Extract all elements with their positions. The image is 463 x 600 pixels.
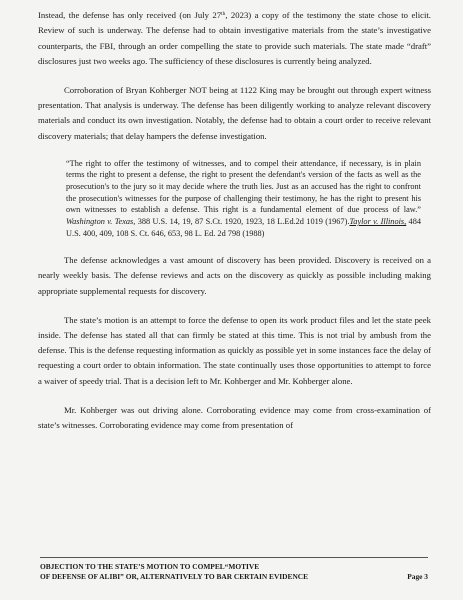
paragraph-1 bbox=[38, 8, 431, 69]
citation-taylor: 484 U.S. 400, 409, 108 S. Ct. 646, 653, 98 L. Ed. 2d 798 (1988) bbox=[66, 217, 422, 238]
block-quote bbox=[66, 158, 421, 240]
paragraph-3: The defense acknowledges a vast amount of discovery has been provided. Discovery is received on a nearly weekly basis. The defense reviews and acts on the discovery as quickly as possible including making appropriate supplemental requests for discovery. bbox=[38, 255, 431, 296]
paragraph-1-text-b: , 2023) a copy of the testimony the state chose to elicit. Review of such is underway. The defense had to obtain investigative materials from the state’s investigative counterparts, the FBI, through an order compelling the state to provide such materials. The state made “draft” disclosures just two weeks ago. The sufficiency of these disclosures is currently being analyzed. bbox=[38, 10, 431, 66]
paragraph-1-text-a: Instead, the defense has only received (on July 27 bbox=[38, 10, 222, 20]
paragraph-5: Mr. Kohberger was out driving alone. Corroborating evidence may come from cross-examination of state’s witnesses. Corroborating evidence may come from presentation of bbox=[38, 404, 431, 430]
footer-title-line-2: OF DEFENSE OF ALIBI” OR, ALTERNATIVELY TO BAR CERTAIN EVIDENCE bbox=[40, 572, 309, 581]
paragraph-2: Corroboration of Bryan Kohberger NOT being at 1122 King may be brought out through expert witness presentation. That analysis is underway. The defense has been diligently working to analyze relevant discovery materials and conduct its own investigation. Notably, the defense had to obtain a court order to receive relevant discovery materials; that delay hampers the defense investigation. bbox=[38, 84, 431, 141]
page-footer bbox=[40, 557, 428, 582]
case-name-washington: Washington v. Texas, bbox=[66, 217, 136, 227]
document-body bbox=[38, 8, 431, 447]
ordinal-superscript: th bbox=[221, 11, 226, 17]
footer-title-line-1: OBJECTION TO THE STATE’S MOTION TO COMPEL“MOTIVE bbox=[40, 562, 260, 571]
paragraph-4: The state’s motion is an attempt to force the defense to open its work product files and let the state peek inside. The defense has stated all that can firmly be stated at this time. This is not trial by ambush from the defense. This is the defense requesting information as quickly as possible yet in some instances face the delay of requesting a court order to obtain information. The state continually uses those opportunities to attempt to force a waiver of speedy trial. That is a decision left to Mr. Kohberger and Mr. Kohberger alone. bbox=[38, 314, 431, 386]
case-name-taylor: Taylor v. Illinois, bbox=[349, 217, 407, 227]
quote-text: “The right to offer the testimony of witnesses, and to compel their attendance, if necessary, is in plain terms the right to present a defense, the right to present the defendant's version of the facts as well as the prosecution's to the jury so it may decide where the truth lies. Just as an accused has the right to confront the prosecution's witnesses for the purpose of challenging their testimony, he has the right to present his own witnesses to establish a defense. This right is a fundamental element of due process of law.” bbox=[66, 158, 421, 215]
page-number: Page 3 bbox=[407, 572, 428, 581]
citation-washington: 388 U.S. 14, 19, 87 S.Ct. 1920, 1923, 18 L.Ed.2d 1019 (1967). bbox=[135, 217, 350, 227]
